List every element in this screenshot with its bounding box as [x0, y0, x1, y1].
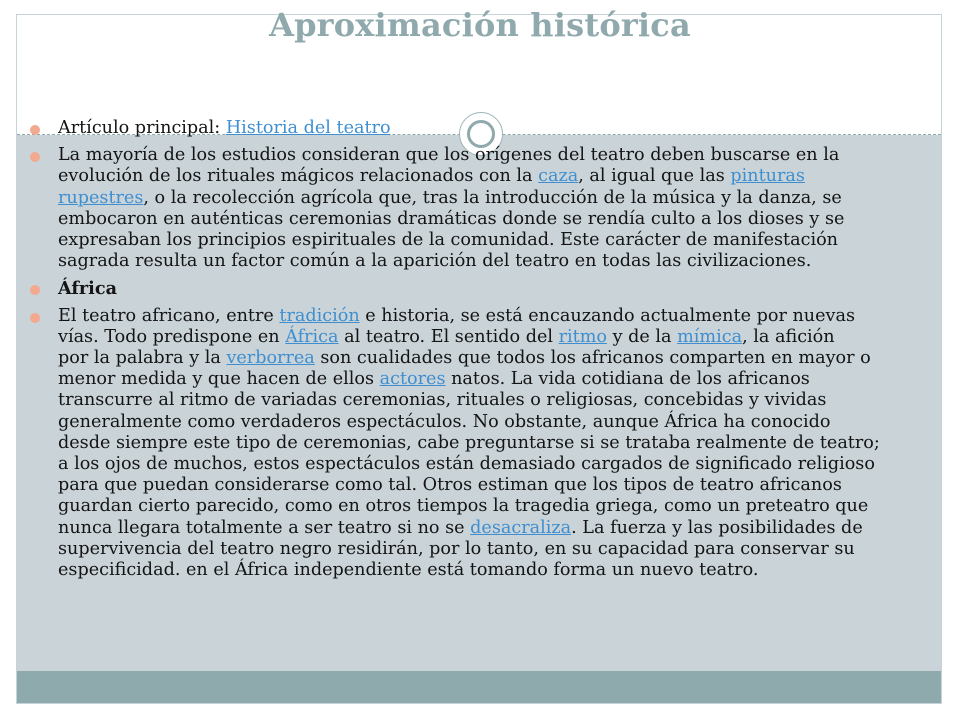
text-line: [58, 188, 960, 209]
wiki-link[interactable]: Historia del teatro: [225, 118, 391, 138]
text-segment: vías. Todo predispone en: [58, 326, 286, 347]
wiki-link[interactable]: actores: [379, 369, 446, 390]
text-segment: a los ojos de muchos, estos espectáculos están demasiado cargados de significado religioso: [58, 454, 875, 475]
text-segment: son cualidades que todos los africanos comparten en mayor o: [314, 348, 871, 369]
text-line: [58, 118, 960, 139]
wiki-link[interactable]: desacraliza: [470, 517, 572, 538]
bullet-item: [30, 118, 960, 139]
bullet-icon: [30, 152, 40, 162]
bullet-list: [30, 118, 960, 581]
text-segment: , al igual que las: [578, 166, 731, 187]
wiki-link[interactable]: ritmo: [558, 326, 607, 347]
text-line: [58, 475, 960, 496]
text-segment: embocaron en auténticas ceremonias dramáticas donde se rendía culto a los dioses y se: [58, 208, 845, 229]
text-segment: natos. La vida cotidiana de los africanos: [445, 369, 810, 390]
text-segment: e historia, se está encauzando actualmente por nuevas: [359, 305, 855, 326]
text-line: [58, 348, 960, 369]
wiki-link[interactable]: rupestres: [58, 187, 144, 208]
text-segment: menor medida y que hacen de ellos: [58, 369, 380, 390]
text-segment: transcurre al ritmo de variadas ceremonias, rituales o religiosas, concebidas y vividas: [58, 390, 827, 411]
bullet-icon: [30, 125, 40, 135]
text-line: [58, 369, 960, 390]
text-segment: y de la: [607, 326, 678, 347]
text-line: [58, 230, 960, 251]
wiki-link[interactable]: África: [285, 326, 339, 347]
text-line: [58, 518, 960, 539]
text-segment: por la palabra y la: [58, 348, 227, 369]
text-segment: expresaban los principios espirituales de la comunidad. Este carácter de manifestación: [58, 230, 839, 251]
text-segment: , la afición: [742, 326, 835, 347]
text-line: [58, 454, 960, 475]
text-line: [58, 145, 960, 166]
text-segment: , o la recolección agrícola que, tras la introducción de la música y la danza, se: [143, 187, 842, 208]
text-line: [58, 433, 960, 454]
text-segment: generalmente como verdaderos espectáculos. No obstante, aunque África ha conocido: [58, 411, 831, 432]
text-segment: para que puedan considerarse como tal. Otros estiman que los tipos de teatro africanos: [58, 475, 842, 496]
text-segment: desde siempre este tipo de ceremonias, cabe preguntarse si se trataba realmente de teatro;: [58, 432, 880, 453]
text-segment: África: [58, 278, 117, 300]
bullet-item: [30, 278, 960, 299]
text-line: [58, 539, 960, 560]
text-line: [58, 209, 960, 230]
text-line: [58, 496, 960, 517]
text-segment: El teatro africano, entre: [58, 305, 280, 326]
footer-band: [17, 671, 941, 703]
bullet-icon: [30, 285, 40, 295]
bullet-icon: [30, 313, 40, 323]
text-line: [58, 390, 960, 411]
text-line: [58, 412, 960, 433]
text-segment: al teatro. El sentido del: [338, 326, 559, 347]
wiki-link[interactable]: caza: [538, 166, 579, 187]
text-line: [58, 278, 960, 299]
text-line: [58, 166, 960, 187]
text-segment: . La fuerza y las posibilidades de: [571, 517, 863, 538]
text-segment: especificidad. en el África independiente está tomando forma un nuevo teatro.: [58, 560, 759, 581]
wiki-link[interactable]: pinturas: [730, 166, 805, 187]
text-segment: evolución de los rituales mágicos relacionados con la: [58, 166, 539, 187]
text-line: [58, 327, 960, 348]
text-segment: Artículo principal:: [58, 118, 226, 138]
text-segment: La mayoría de los estudios consideran que los orígenes del teatro deben buscarse en la: [58, 145, 840, 166]
text-segment: supervivencia del teatro negro residirán, por lo tanto, en su capacidad para conservar su: [58, 538, 855, 559]
wiki-link[interactable]: mímica: [677, 326, 743, 347]
text-segment: guardan cierto parecido, como en otros tiempos la tragedia griega, como un preteatro que: [58, 496, 869, 517]
wiki-link[interactable]: tradición: [279, 305, 360, 326]
bullet-item: [30, 306, 960, 582]
slide-title: Aproximación histórica: [269, 6, 691, 44]
wiki-link[interactable]: verborrea: [226, 348, 315, 369]
text-segment: nunca llegara totalmente a ser teatro si no se: [58, 517, 471, 538]
text-line: [58, 306, 960, 327]
bullet-item: [30, 145, 960, 272]
text-segment: sagrada resulta un factor común a la aparición del teatro en todas las civilizaciones.: [58, 251, 812, 272]
text-line: [58, 251, 960, 272]
text-line: [58, 560, 960, 581]
